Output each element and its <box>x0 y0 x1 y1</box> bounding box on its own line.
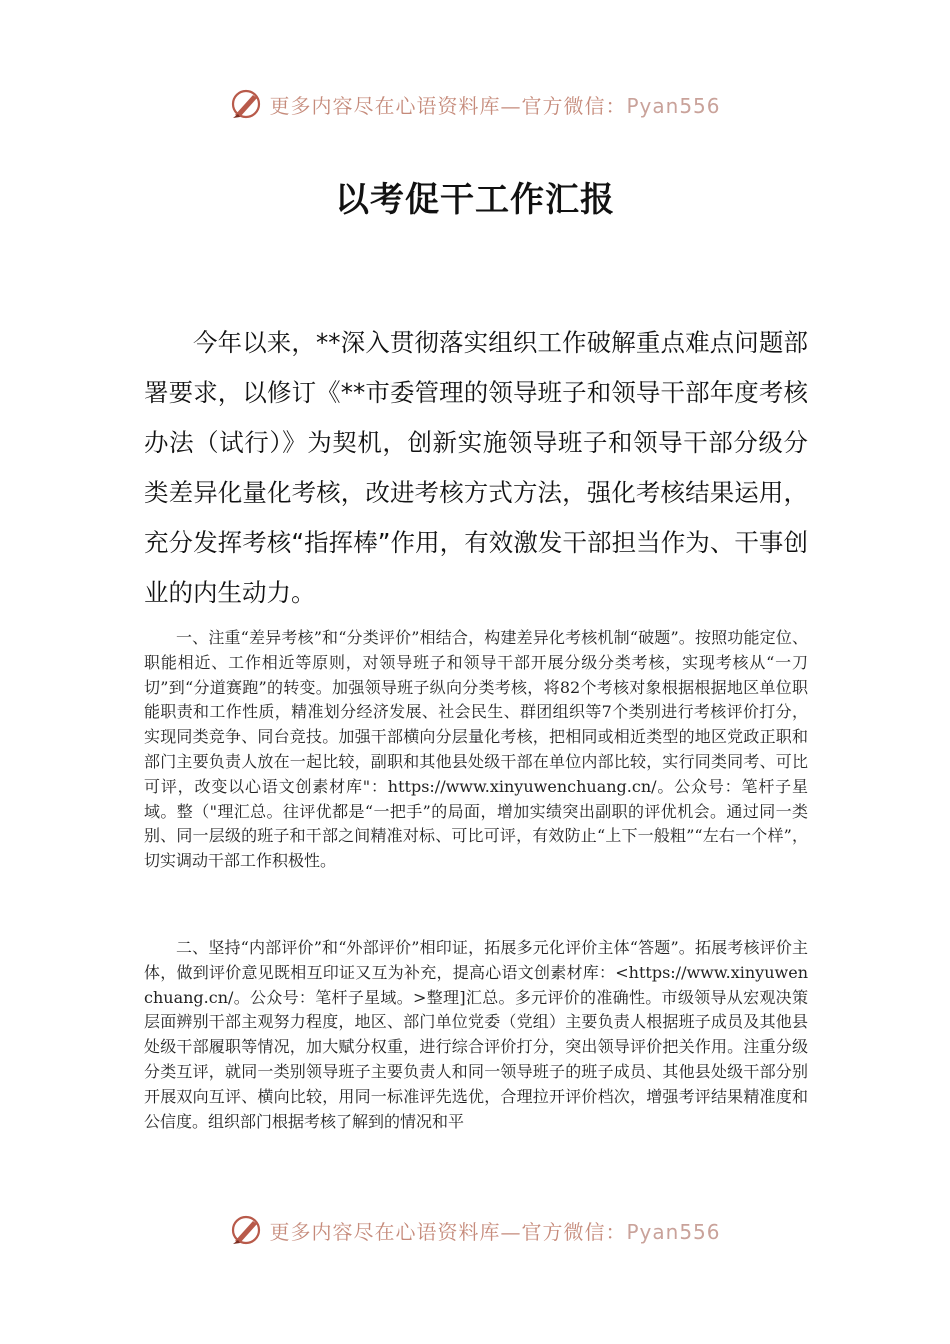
watermark-text: 更多内容尽在心语资料库—官方微信：Pyan556 <box>269 1219 721 1244</box>
watermark-text: 更多内容尽在心语资料库—官方微信：Pyan556 <box>269 93 721 118</box>
body-paragraph-2: 二、坚持“内部评价”和“外部评价”相印证，拓展多元化评价主体“答题”。拓展考核评价主体，做到评价意见既相互印证又互为补充，提高心语文创素材库：<https://www.xinyuwenchuang.cn/。公众号：笔杆子星域。>整理]汇总。多元评价的准确性。市级领导从宏观决策层面辨别干部主观努力程度，地区、部门单位党委（党组）主要负责人根据班子成员及其他县处级干部履职等情况，加大赋分权重，进行综合评价打分，突出领导评价把关作用。注重分级分类互评，就同一类别领导班子主要负责人和同一领导班子的班子成员、其他县处级干部分别开展双向互评、横向比较，用同一标准评先选优，合理拉开评价档次，增强考评结果精准度和公信度。组织部门根据考核了解到的情况和平 <box>144 938 808 1131</box>
intro-paragraph: 今年以来，**深入贯彻落实组织工作破解重点难点问题部署要求，以修订《**市委管理的领导班子和领导干部年度考核办法（试行）》为契机，创新实施领导班子和领导干部分级分类差异化量化考核，改进考核方式方法，强化考核结果运用，充分发挥考核“指挥棒”作用，有效激发干部担当作为、干事创业的内生动力。 <box>144 328 808 607</box>
wechat-id: Pyan556 <box>626 93 721 118</box>
footer-watermark <box>0 1210 950 1250</box>
header-watermark <box>0 84 950 124</box>
body-paragraph-1: 一、注重“差异考核”和“分类评价”相结合，构建差异化考核机制“破题”。按照功能定位、职能相近、工作相近等原则，对领导班子和领导干部开展分级分类考核，实现考核从“一刀切”到“分道赛跑”的转变。加强领导班子纵向分类考核，将82个考核对象根据根据地区单位职能职责和工作性质，精准划分经济发展、社会民生、群团组织等7个类别进行考核评价打分，实现同类竞争、同台竞技。加强干部横向分层量化考核，把相同或相近类型的地区党政正职和部门主要负责人放在一起比较，副职和其他县处级干部在单位内部比较，实行同类同考、可比可评，改变以心语文创素材库"：https://www.xinyuwenchuang.cn/。公众号：笔杆子星域。整（"理汇总。往评优都是“一把手”的局面，增加实绩突出副职的评优机会。通过同一类别、同一层级的班子和干部之间精准对标、可比可评，有效防止“上下一般粗”“左右一个样”，切实调动干部工作积极性。 <box>144 628 808 871</box>
pen-logo-icon <box>229 1213 263 1247</box>
wechat-id: Pyan556 <box>626 1219 721 1244</box>
pen-logo-icon <box>229 87 263 121</box>
document-title: 以考促干工作汇报 <box>335 180 615 220</box>
